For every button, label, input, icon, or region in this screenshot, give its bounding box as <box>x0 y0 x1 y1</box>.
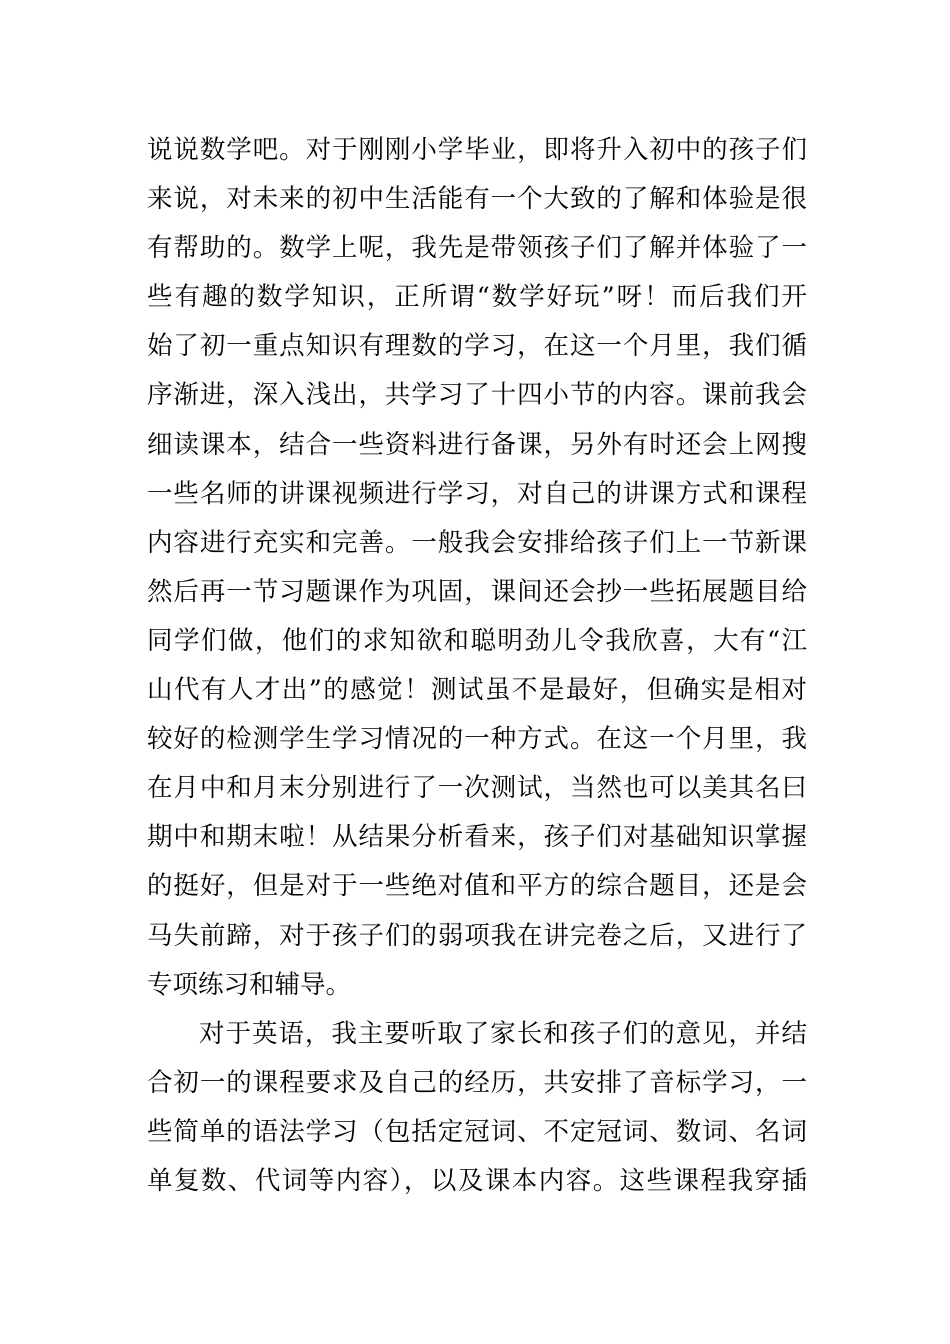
text-line: 同学们做，他们的求知欲和聪明劲儿令我欣喜，大有“江 <box>147 625 807 656</box>
text-line: 始了初一重点知识有理数的学习，在这一个月里，我们循 <box>147 331 807 362</box>
text-line: 合初一的课程要求及自己的经历，共安排了音标学习，一 <box>147 1067 807 1098</box>
text-line: 细读课本，结合一些资料进行备课，另外有时还会上网搜 <box>147 429 807 460</box>
text-line: 的挺好，但是对于一些绝对值和平方的综合题目，还是会 <box>147 871 807 902</box>
paragraph-end-line: 专项练习和辅导。 <box>147 969 352 1000</box>
text-line: 在月中和月末分别进行了一次测试，当然也可以美其名曰 <box>147 773 807 804</box>
text-line: 些有趣的数学知识，正所谓“数学好玩”呀！而后我们开 <box>147 282 807 313</box>
text-line: 然后再一节习题课作为巩固，课间还会抄一些拓展题目给 <box>147 576 807 607</box>
body-text <box>147 126 807 1206</box>
paragraph-first-line: 对于英语，我主要听取了家长和孩子们的意见，并结 <box>199 1018 807 1049</box>
text-line: 序渐进，深入浅出，共学习了十四小节的内容。课前我会 <box>147 380 807 411</box>
text-line: 较好的检测学生学习情况的一种方式。在这一个月里，我 <box>147 724 807 755</box>
text-line: 内容进行充实和完善。一般我会安排给孩子们上一节新课 <box>147 527 807 558</box>
text-line: 有帮助的。数学上呢，我先是带领孩子们了解并体验了一 <box>147 233 807 264</box>
text-line: 单复数、代词等内容），以及课本内容。这些课程我穿插 <box>147 1165 807 1196</box>
text-line: 期中和期末啦！从结果分析看来，孩子们对基础知识掌握 <box>147 822 807 853</box>
text-line: 说说数学吧。对于刚刚小学毕业，即将升入初中的孩子们 <box>147 135 807 165</box>
text-line: 马失前蹄，对于孩子们的弱项我在讲完卷之后，又进行了 <box>147 920 807 951</box>
text-line: 山代有人才出”的感觉！测试虽不是最好，但确实是相对 <box>147 675 807 706</box>
text-line: 来说，对未来的初中生活能有一个大致的了解和体验是很 <box>147 184 807 215</box>
text-line: 些简单的语法学习（包括定冠词、不定冠词、数词、名词 <box>147 1116 807 1147</box>
text-line: 一些名师的讲课视频进行学习，对自己的讲课方式和课程 <box>147 478 807 509</box>
